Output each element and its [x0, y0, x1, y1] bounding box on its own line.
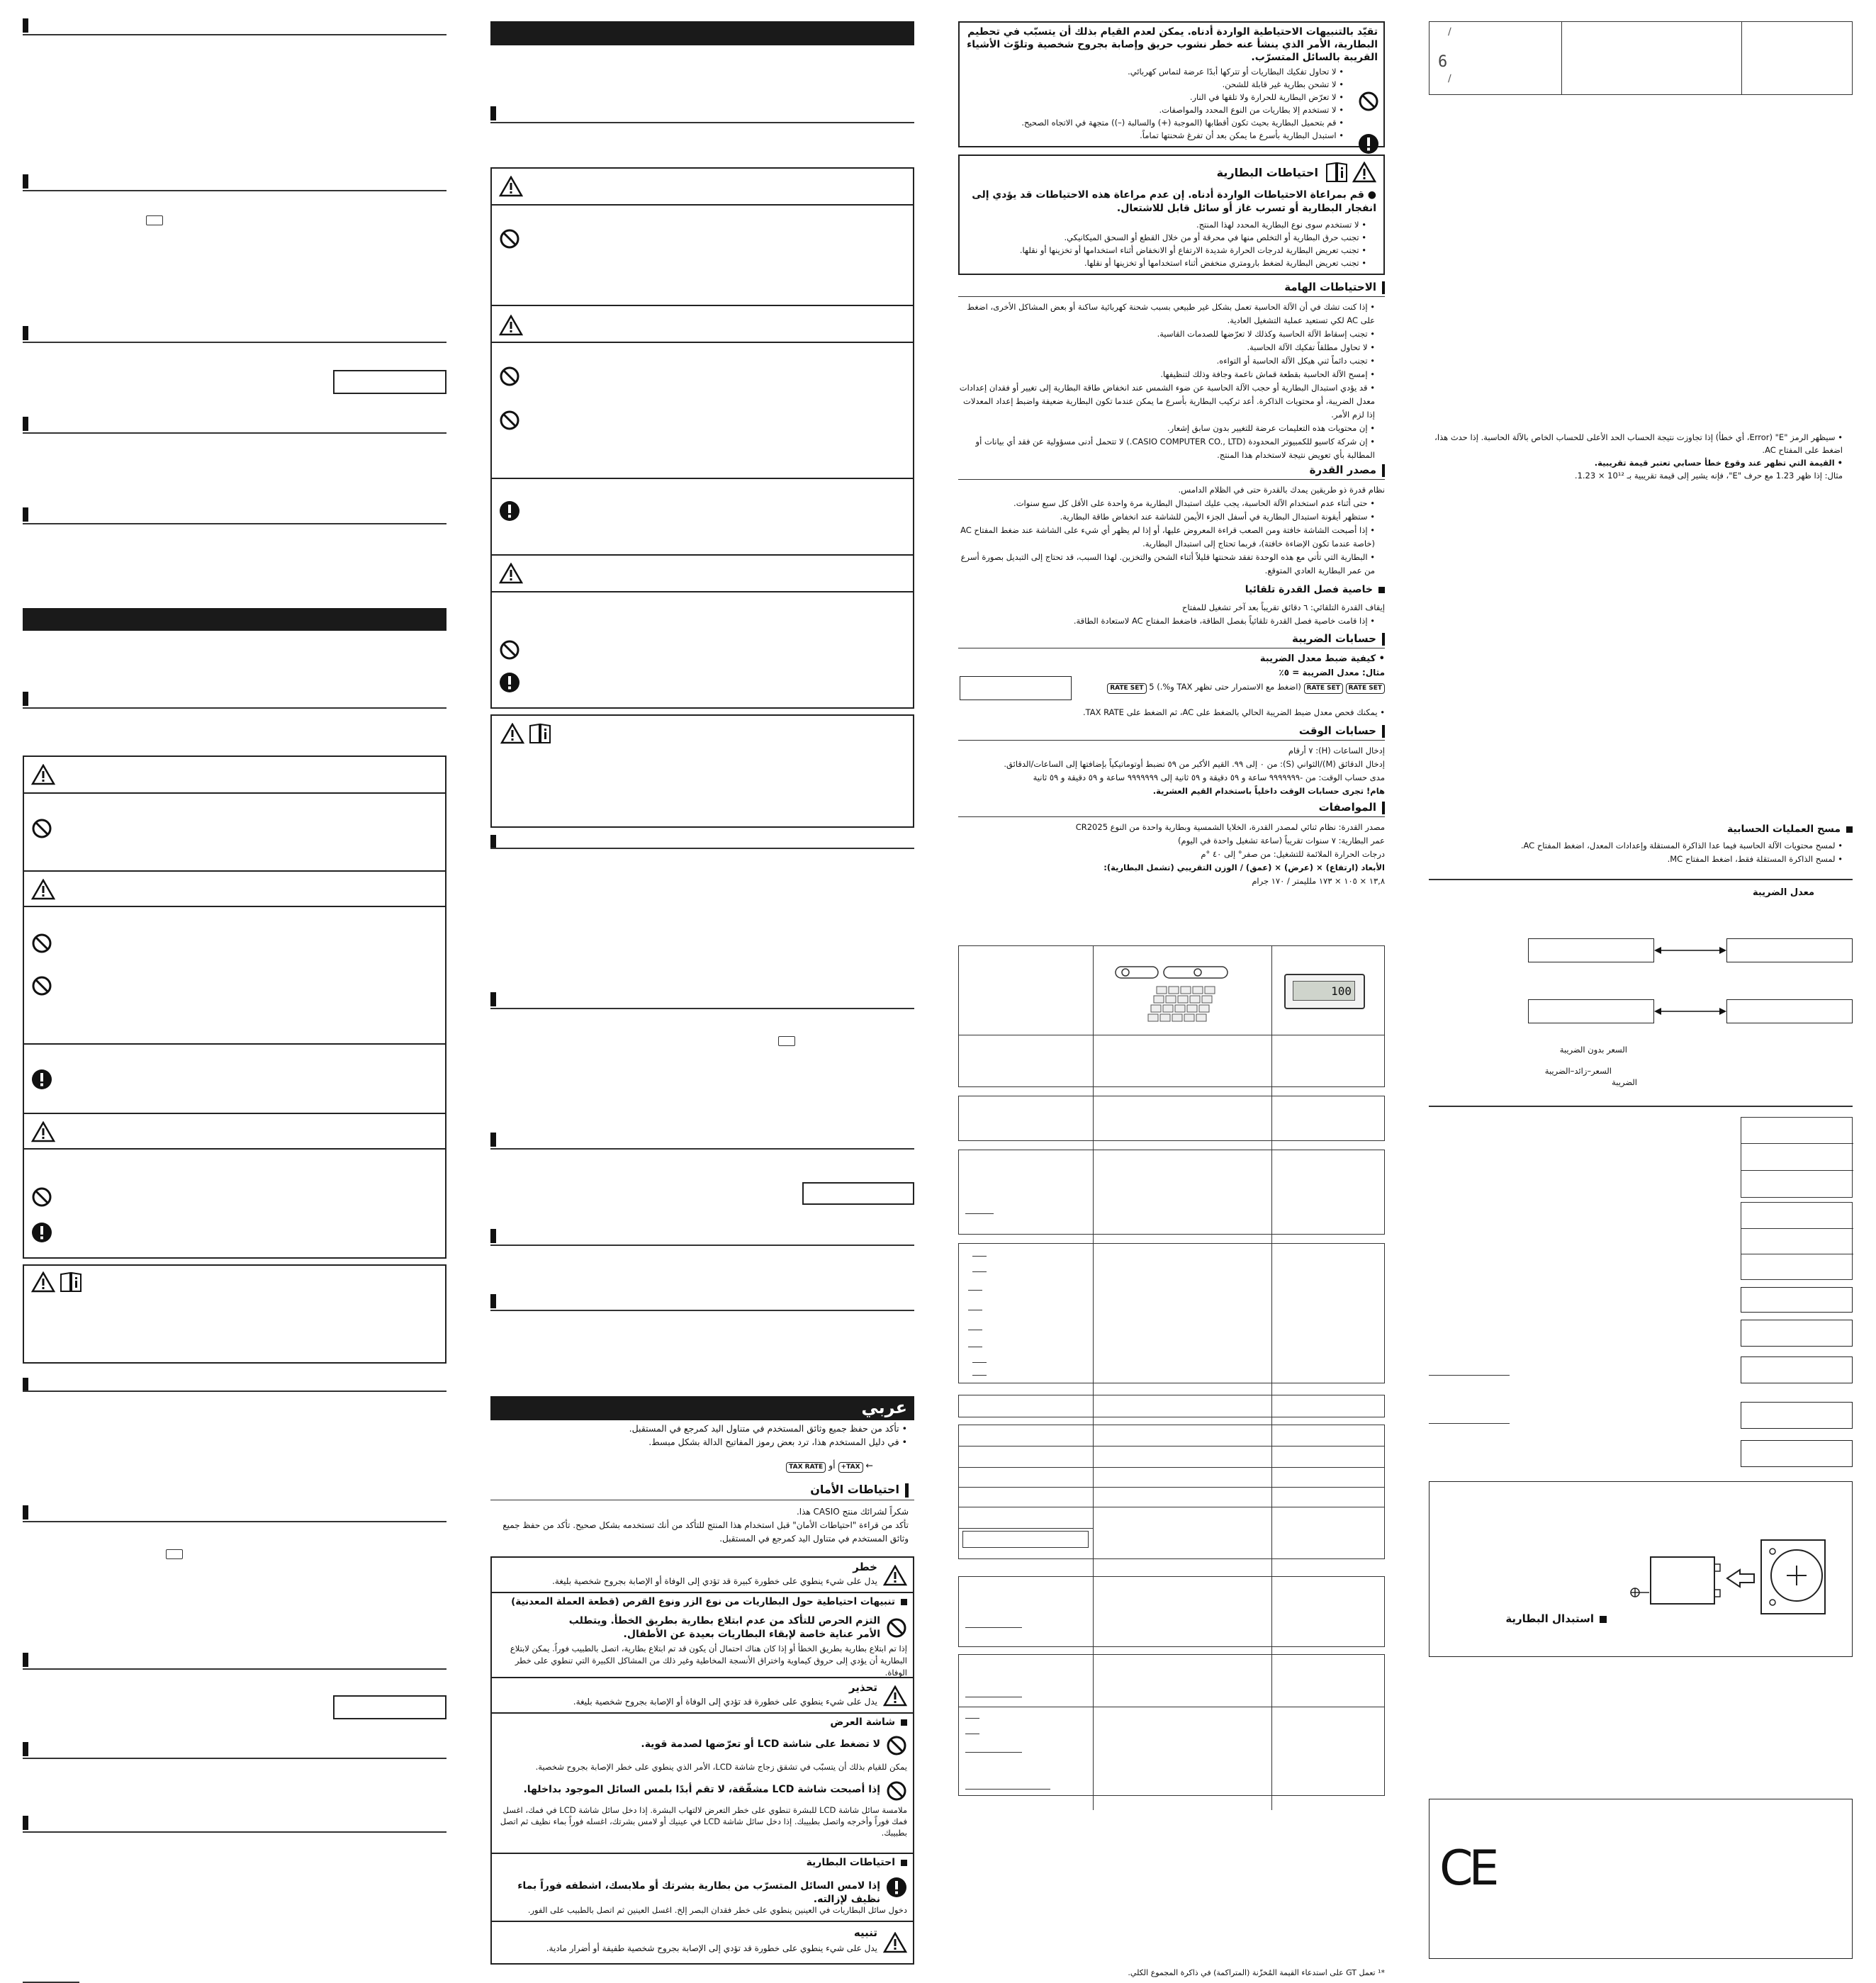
mandatory-icon: [31, 1222, 52, 1243]
follow-item: • لا تشحن بطارية غير قابلة للشحن.: [964, 78, 1344, 91]
mandatory-icon: [1358, 133, 1379, 155]
display-box-ar: [490, 1712, 914, 1854]
power-item: • حتى أثناء عدم استخدام الآلة الحاسبة، يجب عليك استبدال البطارية مرة واحدة على الأقل كل سبع سنوات.: [958, 497, 1375, 510]
warning-box: [23, 870, 446, 907]
warning-triangle-icon: [31, 764, 55, 785]
warning-text: يدل على شيء ينطوي على خطورة قد تؤدي إلى الوفاة أو الإصابة بجروح شخصية بليغة.: [573, 1697, 877, 1707]
display-segment: ∕: [1448, 26, 1451, 38]
key-tax-rate: TAX RATE: [786, 1462, 826, 1473]
clear-heading-text: مسح العمليات الحسابية: [1727, 824, 1841, 835]
warning-triangle-icon: [499, 176, 523, 197]
display-box: [333, 1695, 446, 1719]
bp-item: • لا تستخدم سوى نوع البطارية المحدد لهذا المنتج.: [965, 218, 1366, 231]
battery-warning-box: [23, 1043, 446, 1114]
specs-list: [958, 821, 1385, 888]
prohibition-icon: [31, 933, 52, 954]
diagram-box: [1528, 938, 1654, 962]
battery-icon: [146, 215, 163, 225]
warning-triangle-icon: [31, 1271, 55, 1293]
time-item: إدخال الدقائق (M)/الثواني (S): من ٠ إلى ٩٩. القيم الأكبر من ٥٩ تضبط أوتوماتيكياً بإضافتها إلى الساعات/الدقائق.: [1004, 759, 1385, 769]
divider: [490, 122, 914, 123]
tax-keys-text: (اضغط مع الاستمرار حتى تظهر TAX و%.) 5: [1149, 682, 1301, 692]
autooff-heading-text: خاصية فصل القدرة تلقائيا: [1245, 584, 1373, 595]
calculator-display-illustration: [1284, 974, 1365, 1009]
divider: [958, 296, 1385, 297]
tax-example: مثال: معدل الضريبة = ٥٪: [1279, 668, 1385, 678]
important-item: • إذا كنت تشك في أن الآلة الحاسبة تعمل بشكل غير طبيعي بسبب شحنة كهربائية ساكنة أو بعض المشاكل الأخرى، اضغط على AC لكي تستعيد عملية التشغيل العادية.: [958, 300, 1375, 327]
important-item: • إمسح الآلة الحاسبة بقطعة قماش ناعمة وجافة وذلك لتنظيفها.: [958, 368, 1375, 381]
prohibition-icon: [886, 1780, 907, 1802]
section-marker: [23, 507, 28, 522]
table-row: [958, 1243, 1385, 1383]
display-title: [830, 1717, 907, 1728]
spec-item: عمر البطارية: ٧ سنوات تقريباً (ساعة تشغيل واحدة في اليوم): [1177, 836, 1385, 846]
divider: [1429, 879, 1853, 880]
important-item: • تجنب إسقاط الآلة الحاسبة وكذلك لا تعرّضها للصدمات القاسية.: [958, 327, 1375, 341]
power-item: نظام قدرة ذو طريقين يمدك بالقدرة حتى في الظلام الدامس.: [1178, 485, 1385, 495]
section-marker: [490, 106, 496, 120]
diagram-box: [1726, 938, 1853, 962]
battery-icon: [778, 1036, 795, 1046]
display-stack: [1741, 1117, 1853, 1198]
battery-bold: إذا لامس السائل المتسرّب من بطارية بشرتك أو ملابسك، اشطفه فوراً بماء نظيف لإزالته.: [517, 1880, 880, 1905]
section-marker: [23, 1742, 28, 1756]
section-marker: [490, 992, 496, 1006]
warning-triangle-icon: [31, 879, 55, 900]
divider: [490, 1148, 914, 1150]
battery-warning-box: [490, 478, 914, 556]
calculator-keyboard-icon: [1114, 953, 1235, 1032]
coin-title: [511, 1596, 907, 1607]
display-box: [1741, 1402, 1853, 1429]
autooff-item: إيقاف القدرة التلقائي: ٦ دقائق تقريباً بعد آخر تشغيل للمفتاح: [1181, 602, 1385, 612]
divider: [490, 848, 914, 849]
manual-book-icon: [60, 1271, 82, 1293]
important-item: • قد يؤدي استبدال البطارية أو حجب الآلة الحاسبة عن ضوء الشمس عند انخفاض طاقة البطارية إلى تغيير أو فقدان إعدادات معدل الضريبة، أو محتويات الذاكرة. أعد تركيب البطارية بأسرع ما يمكن عندما تكون البطارية ضعيفة واضبط إعداد المعدلات إذا لزم الأمر.: [958, 381, 1375, 422]
warning-triangle-icon: [883, 1685, 907, 1707]
divider: [23, 707, 446, 709]
power-item: • إذا أصبحت الشاشة خافتة ومن الصعب قراءة المعروض عليها، أو إذا لم يظهر أي شيء على الشاشة عند ضغط المفتاح AC (خاصة عندما تكون الإضاءة خافتة)، فربما تحتاج إلى استبدال البطارية.: [958, 524, 1375, 551]
safety-heading-text: احتياطات الأمان: [810, 1483, 899, 1496]
section-marker: [490, 835, 496, 849]
battery-precaution-box: [490, 714, 914, 828]
section-marker: [23, 1653, 28, 1667]
display-digits: 100: [1293, 981, 1355, 1001]
mandatory-icon: [886, 1877, 907, 1898]
display-box: [333, 370, 446, 394]
section-marker: [23, 1505, 28, 1519]
follow-item: • لا تحاول تفكيك البطاريات أو تتركها أبدًا عرضة لتماس كهربائي.: [964, 65, 1344, 78]
diagram-box: [1528, 999, 1654, 1023]
divider: [23, 342, 446, 343]
power-item: • البطارية التي تأتي مع هذه الوحدة تفقد شحنتها قليلاً أثناء الشحن والتخزين. لهذا السبب، قد تحتاج إلى التبديل بصورة أسرع من عمر البطارية العادي المتوقع.: [958, 551, 1375, 578]
display-box: [1741, 1320, 1853, 1347]
follow-item: • استبدل البطارية بأسرع ما يمكن بعد أن تفرغ شحنتها تماماً.: [964, 129, 1344, 142]
battery-replace-title: [1444, 1612, 1607, 1625]
language-title-bar: [490, 1396, 914, 1420]
spec-item: مصدر القدرة: نظام ثنائي لمصدر القدرة، الخلايا الشمسية وبطارية واحدة من النوع CR2025: [1075, 822, 1385, 832]
table-row: [958, 1576, 1385, 1647]
battery-replace-title-text: استبدال البطارية: [1505, 1612, 1594, 1625]
display-segment: 6: [1438, 53, 1448, 71]
section-marker: [490, 1133, 496, 1147]
display-box: [1741, 1440, 1853, 1467]
prohibition-icon: [499, 639, 520, 661]
battery-precaution-box: [23, 1264, 446, 1364]
prohibition-icon: [499, 410, 520, 431]
display-warning-box: [490, 342, 914, 479]
warning-triangle-icon: [883, 1932, 907, 1953]
safety-intro-1: شكراً لشرائك منتج CASIO هذا.: [796, 1507, 909, 1517]
prohibition-icon: [1358, 91, 1379, 112]
important-heading: [958, 281, 1385, 294]
display-box: [1741, 1287, 1853, 1313]
warning-triangle-icon: [499, 563, 523, 584]
time-heading-text: حسابات الوقت: [1298, 724, 1376, 737]
error-notes: [1429, 431, 1853, 482]
spec-item: ١٣,٨ × ١٠٥ × ١٧٣ ملليمتر / ١٧٠ جرام: [1252, 876, 1385, 886]
tax-heading: [958, 632, 1385, 646]
important-item: • تجنب دائماً ثني هيكل الآلة الحاسبة أو التواءه.: [958, 354, 1375, 368]
warning-triangle-icon: [499, 315, 523, 336]
prohibition-icon: [499, 228, 520, 249]
section-marker: [23, 18, 28, 33]
time-item: هام! تجرى حسابات الوقت داخلياً باستخدام القيم العشرية.: [1152, 786, 1385, 796]
specs-heading-text: المواصفات: [1318, 801, 1376, 814]
power-list: [958, 483, 1385, 578]
error-item: • القيمة التي تظهر عند وقوع خطأ حسابي تعتبر قيمة تقريبية.: [1429, 456, 1843, 469]
follow-bold: تقيّد بالتنبيهات الاحتياطية الواردة أدناه. يمكن لعدم القيام بذلك أن يتسبّب في تحطيم البطارية، الأمر الذي ينشأ عنه خطر نشوب حريق وإصابة بجروح شخصية وتلوّث الأشياء القريبة بالسائل المتسرّب.: [967, 26, 1378, 63]
tax-how: • كيفية ضبط معدل الضريبة: [1259, 653, 1385, 664]
danger-title: خطر: [853, 1561, 877, 1573]
safety-intro-2: تأكد من قراءة "احتياطات الأمان" قبل استخدام هذا المنتج للتأكد من أنك تستخدمه بشكل صحيح. تأكد من حفظ جميع وثائق المستخدم في متناول اليد كمرجع في المستقبل.: [502, 1520, 909, 1544]
key-rate-set: RATE SET: [1346, 683, 1385, 694]
bp-list: [965, 218, 1376, 269]
important-heading-text: الاحتياطات الهامة: [1284, 281, 1376, 293]
battery-box-ar: [490, 1853, 914, 1922]
important-list: [958, 300, 1385, 462]
danger-box: [23, 755, 446, 794]
bp-item: • تجنب حرق البطارية أو التخلص منها في محرقة أو من خلال القطع أو السحق الميكانيكي.: [965, 231, 1366, 244]
clear-item: • لمسح محتويات الآلة الحاسبة فيما عدا الذاكرة المستقلة وإعدادات المعدل، اضغط المفتاح AC.: [1429, 839, 1843, 853]
important-item: • لا تحاول مطلقاً تفكيك الآلة الحاسبة.: [958, 341, 1375, 354]
prohibition-icon: [31, 975, 52, 996]
mandatory-icon: [499, 672, 520, 693]
intro-list: [496, 1422, 907, 1449]
danger-box: [490, 167, 914, 206]
ce-mark-logo: CE: [1439, 1841, 1495, 1897]
footnote: *¹ تعمل GT على استدعاء القيمة المُخزّنة (المتراكمة) في ذاكرة المجموع الكلي.: [1128, 1968, 1385, 1977]
error-item: مثال: إذا ظهر 1.23 مع حرف "E"، فإنه يشير إلى قيمة تقريبية بـ 10¹² × 1.23.: [1574, 471, 1843, 481]
power-heading-text: مصدر القدرة: [1309, 464, 1376, 476]
coin-bold: التزم الحرص للتأكد من عدم ابتلاع بطارية بطريق الخطأ. ويتطلب الأمر عناية خاصة لإبقاء البطاريات بعيدة عن الأطفال.: [568, 1615, 880, 1640]
lcd1-text: يمكن للقيام بذلك أن يتسبّب في تشقق زجاج شاشة LCD، الأمر الذي ينطوي على خطر الإصابة بجروح شخصية.: [535, 1762, 907, 1772]
lcd2-bold: إذا أصبحت شاشة LCD مشقّقة، لا تقم أبدًا بلمس السائل الموجود بداخلها.: [523, 1784, 880, 1795]
battery-title-text: احتياطات البطارية: [806, 1857, 895, 1868]
power-heading: [958, 464, 1385, 477]
section-marker: [23, 417, 28, 431]
divider: [23, 1831, 446, 1833]
table-row: [958, 1395, 1385, 1417]
display-stack: [1741, 1202, 1853, 1280]
prohibition-icon: [886, 1735, 907, 1756]
language-title-bar: [23, 608, 446, 631]
battery-replacement-diagram: [1615, 1536, 1828, 1621]
danger-box-ar: [490, 1556, 914, 1593]
double-arrow-icon: [1654, 1006, 1726, 1016]
warning-title: تحذير: [848, 1681, 877, 1694]
divider: [23, 190, 446, 191]
warning-triangle-icon: [1352, 162, 1376, 183]
clear-heading: [1429, 824, 1853, 835]
divider: [1429, 1106, 1853, 1107]
table-row: [958, 1096, 1385, 1141]
follow-list: [964, 65, 1354, 142]
language-title-bar: [490, 21, 914, 45]
time-heading: [958, 724, 1385, 738]
warning-box-ar: [490, 1677, 914, 1714]
example-table: [1429, 21, 1853, 95]
warning-triangle-icon: [500, 723, 524, 744]
divider: [490, 1008, 914, 1009]
underline: [1429, 1375, 1510, 1376]
important-item: • إن محتويات هذه التعليمات عرضة للتغيير بدون سابق إشعار.: [958, 422, 1375, 435]
divider: [958, 816, 1385, 817]
key-notation: [709, 1459, 873, 1473]
clear-list: [1429, 839, 1853, 866]
important-item: • إن شركة كاسيو للكمبيوتر المحدودة (CASIO COMPUTER CO., LTD.) لا تتحمل أدنى مسؤولية عن فقد أي بيانات أو المطالبة بأي تعويض نتيجة لاستخدام هذا المنتج.: [958, 435, 1375, 462]
safety-heading: [496, 1483, 909, 1498]
prohibition-icon: [31, 818, 52, 839]
spec-item: الأبعاد (ارتفاع) × (عرض) × (عمق) / الوزن التقريبي (تشمل البطارية):: [1103, 863, 1385, 872]
caution-box: [23, 1113, 446, 1150]
time-item: مدى حساب الوقت: من -٩٩٩٩٩٩٩ ساعة و ٥٩ دقيقة و ٥٩ ثانية إلى ٩٩٩٩٩٩٩ ساعة و ٥٩ دقيقة و ٥٩ ثانية: [1033, 773, 1385, 782]
display-box: [960, 676, 1072, 700]
follow-item: • لا تعرّض البطارية للحرارة ولا تلقها في النار.: [964, 91, 1344, 103]
language-title: عربي: [861, 1398, 907, 1417]
warning-triangle-icon: [883, 1565, 907, 1586]
specs-heading: [958, 801, 1385, 814]
battery-text: دخول سائل البطاريات في العينين ينطوي على خطر فقدان البصر إلخ. اغسل العينين ثم اتصل بالطبيب على الفور.: [527, 1905, 907, 1915]
danger-content-box: [490, 204, 914, 306]
underline: [1429, 1423, 1510, 1424]
tax-rate-label: معدل الضريبة: [1752, 887, 1814, 898]
divider: [23, 1758, 446, 1759]
lcd1-bold: لا تضغط على شاشة LCD أو تعرّضها لصدمة قوية.: [641, 1738, 880, 1750]
ce-box: [1429, 1799, 1853, 1959]
time-list: [958, 744, 1385, 798]
power-item: • ستظهر أيقونة استبدال البطارية في أسفل الجزء الأيمن للشاشة عند انخفاض طاقة البطارية.: [958, 510, 1375, 524]
price-without-tax-label: السعر بدون الضريبة: [1559, 1045, 1627, 1055]
coin-title-text: تنبيهات احتياطية حول البطاريات من نوع الزر ونوع القرص (قطعة العملة المعدنية): [511, 1596, 895, 1607]
battery-replacement-box: [1429, 1481, 1853, 1657]
divider: [23, 1391, 446, 1392]
section-marker: [490, 1229, 496, 1243]
display-title-text: شاشة العرض: [830, 1717, 895, 1728]
table-row: [958, 1150, 1385, 1235]
display-box: [802, 1182, 914, 1205]
mini-display: [962, 1531, 1089, 1548]
bp-item: • تجنب تعريض البطارية لدرجات الحرارة شديدة الارتفاع أو الانخفاض أثناء استخدامها أو تخزينها أو نقلها.: [965, 244, 1366, 257]
caution-title: تنبيه: [853, 1926, 877, 1939]
bp-item: • تجنب تعريض البطارية لضغط بارومتري منخفض أثناء استخدامها أو تخزينها أو نقلها.: [965, 257, 1366, 269]
battery-precautions-box: [958, 155, 1385, 275]
divider: [23, 34, 446, 35]
clear-item: • لمسح الذاكرة المستقلة فقط، اضغط المفتاح MC.: [1429, 853, 1843, 866]
caution-box: [490, 554, 914, 592]
section-marker: [23, 326, 28, 340]
danger-text: يدل على شيء ينطوي على خطورة كبيرة قد تؤدي إلى الوفاة أو الإصابة بجروح شخصية بليغة.: [552, 1576, 877, 1586]
prohibition-icon: [499, 366, 520, 387]
warning-triangle-icon: [31, 1121, 55, 1142]
diagram-box: [1726, 999, 1853, 1023]
arrow-icon: ←: [865, 1460, 873, 1471]
caution-box-ar: [490, 1921, 914, 1965]
manual-book-icon: [529, 723, 551, 744]
battery-icon: [166, 1549, 183, 1559]
caution-text: يدل على شيء ينطوي على خطورة قد تؤدي إلى الإصابة بجروح شخصية طفيفة أو أضرار مادية.: [546, 1943, 877, 1953]
divider: [490, 1310, 914, 1311]
tax-key-seq: [1077, 680, 1385, 694]
price-plus-tax-label: السعر–زائد–الضريبة: [1544, 1066, 1612, 1076]
divider: [958, 740, 1385, 741]
divider: [23, 1668, 446, 1670]
caution-content-box: [490, 591, 914, 709]
section-marker: [23, 692, 28, 706]
or-label: أو: [829, 1460, 836, 1471]
display-warning-box: [23, 906, 446, 1045]
error-item: • سيظهر الرمز "E" (Error، أي خطأ) إذا تجاوزت نتيجة الحساب الحد الأعلى للحساب الخاص بالآلة الحاسبة. إذا حدث هذا، اضغط على المفتاح AC.: [1429, 431, 1843, 456]
mandatory-icon: [31, 1069, 52, 1090]
display-segment: ∕: [1448, 73, 1451, 84]
section-marker: [23, 174, 28, 189]
prohibition-icon: [31, 1186, 52, 1208]
caution-content-box: [23, 1148, 446, 1259]
spec-item: درجات الحرارة الملائمة للتشغيل: من صفر° إلى ٤٠ °م: [1201, 849, 1385, 859]
section-marker: [23, 1378, 28, 1392]
key-tax-plus: TAX+: [838, 1462, 863, 1473]
battery-precautions-title: احتياطات البطارية: [1216, 166, 1318, 179]
coin-battery-box: [490, 1592, 914, 1678]
display-box: [1741, 1356, 1853, 1383]
key-function-table: [958, 945, 1385, 1880]
intro-item: • تأكد من حفظ جميع وثائق المستخدم في متناول اليد كمرجع في المستقبل.: [629, 1423, 907, 1434]
tax-label: الضريبة: [1612, 1077, 1637, 1087]
key-rate-set: RATE SET: [1304, 683, 1343, 694]
coin-text: إذا تم ابتلاع بطارية بطريق الخطأ أو إذا كان هناك احتمال أن يكون قد تم ابتلاع بطارية، اتصل بالطبيب فوراً. يمكن لابتلاع البطارية أن يؤدي إلى حروق كيماوية واختراق الأنسجة المخاطية وغير ذلك من المشاكل الكبيرة التي تنطوي على خطر الوفاة.: [510, 1644, 907, 1678]
divider: [23, 432, 446, 434]
divider: [23, 523, 446, 524]
follow-item: • قم بتحميل البطارية بحيث تكون أقطابها (الموجبة (+) والسالبة (–)) متجهة في الاتجاه الصحيح.: [964, 116, 1344, 129]
intro-item: • في دليل المستخدم هذا، ترد بعض رموز المفاتيح الدالة بشكل مبسط.: [648, 1437, 907, 1447]
battery-title: [807, 1857, 907, 1868]
divider: [958, 479, 1385, 480]
tax-check: • يمكنك فحص معدل ضبط الضريبة الحالي بالضغط على AC، ثم الضغط على TAX RATE.: [1082, 707, 1385, 717]
danger-content-box: [23, 792, 446, 872]
bp-bold: ● قم بمراعاة الاحتياطات الواردة أدناه. إن عدم مراعاة هذه الاحتياطات قد يؤدي إلى انفجار البطارية أو تسرب غاز أو سائل قابل للاشتعال.: [972, 189, 1376, 214]
section-marker: [490, 1294, 496, 1308]
key-rate-set: RATE SET: [1107, 683, 1146, 694]
safety-intro: [496, 1505, 909, 1546]
tax-heading-text: حسابات الضريبة: [1291, 632, 1376, 645]
double-arrow-icon: [1654, 945, 1726, 955]
autooff-item: • إذا قامت خاصية فصل القدرة تلقائياً بفصل الطاقة، فاضغط المفتاح AC لاستعادة الطاقة.: [958, 614, 1375, 628]
autooff-heading: [958, 584, 1385, 595]
section-marker: [23, 1816, 28, 1830]
divider: [490, 1245, 914, 1246]
table-row: [958, 1654, 1385, 1796]
prohibition-icon: [886, 1617, 907, 1639]
time-item: إدخال الساعات (H): ٧ أرقام: [1288, 746, 1385, 755]
mandatory-icon: [499, 500, 520, 522]
autooff-list: [958, 601, 1385, 628]
follow-item: • لا تستخدم إلا بطاريات من النوع المحدد والمواصفات.: [964, 103, 1344, 116]
lcd2-text: ملامسة سائل شاشة LCD للبشرة تنطوي على خطر التعرض لالتهاب البشرة. إذا دخل سائل شاشة LCD في فمك، اغسل فمك فوراً وأخرجه واتصل بطبيبك. إذا دخل سائل شاشة LCD في عينيك أو لامس بشرتك، اغسله فوراً بماء نظيف ثم اتصل بطبيبك.: [500, 1805, 907, 1838]
divider: [23, 1521, 446, 1522]
manual-book-icon: [1325, 162, 1348, 183]
warning-box: [490, 305, 914, 343]
